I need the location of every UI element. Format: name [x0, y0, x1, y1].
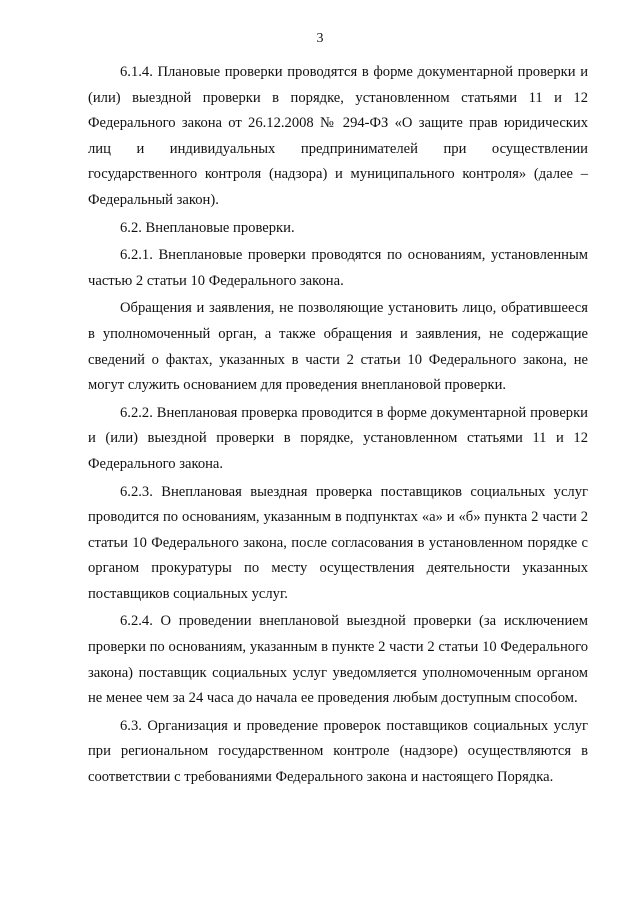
paragraph-6-2-2: 6.2.2. Внеплановая проверка проводится в форме документарной проверки и (или) выездной проверки в порядке, установленном статьями 11 и 12 Федерального закона.	[88, 404, 588, 472]
paragraph-6-1-4: 6.1.4. Плановые проверки проводятся в форме документарной проверки и (или) выездной проверки в порядке, установленном статьями 11 и 12 Федерального закона от 26.12.2008 № 294-ФЗ «О защите прав юридических лиц и индивидуальных предпринимателей при осуществлении государственного контроля (надзора) и муниципального контроля» (далее – Федеральный закон).	[88, 64, 588, 208]
paragraph-6-2-1: 6.2.1. Внеплановые проверки проводятся по основаниям, установленным частью 2 статьи 10 Федерального закона.	[88, 247, 588, 289]
paragraph-6-2-heading: 6.2. Внеплановые проверки.	[120, 219, 295, 236]
paragraph-6-2-3: 6.2.3. Внеплановая выездная проверка поставщиков социальных услуг проводится по основаниям, указанным в подпунктах «а» и «б» пункта 2 части 2 статьи 10 Федерального закона, после согласования в установленном порядке с органом прокуратуры по месту осуществления деятельности указанных поставщиков социальных услуг.	[88, 483, 588, 602]
page-number: 3	[316, 31, 324, 46]
paragraph-6-2-4: 6.2.4. О проведении внеплановой выездной проверки (за исключением проверки по основаниям, указанным в пункте 2 части 2 статьи 10 Федерального закона) поставщик социальных услуг уведомляется уполномоченным органом не менее чем за 24 часа до начала ее проведения любым доступным способом.	[88, 613, 588, 707]
paragraph-6-3: 6.3. Организация и проведение проверок поставщиков социальных услуг при региональном государственном контроле (надзоре) осуществляются в соответствии с требованиями Федерального закона и настоящего Порядка.	[88, 717, 588, 786]
paragraph-appeals: Обращения и заявления, не позволяющие установить лицо, обратившееся в уполномоченный орган, а также обращения и заявления, не содержащие сведений о фактах, указанных в части 2 статьи 10 Федерального закона, не могут служить основанием для проведения внеплановой проверки.	[88, 300, 588, 394]
document-body	[88, 60, 588, 791]
